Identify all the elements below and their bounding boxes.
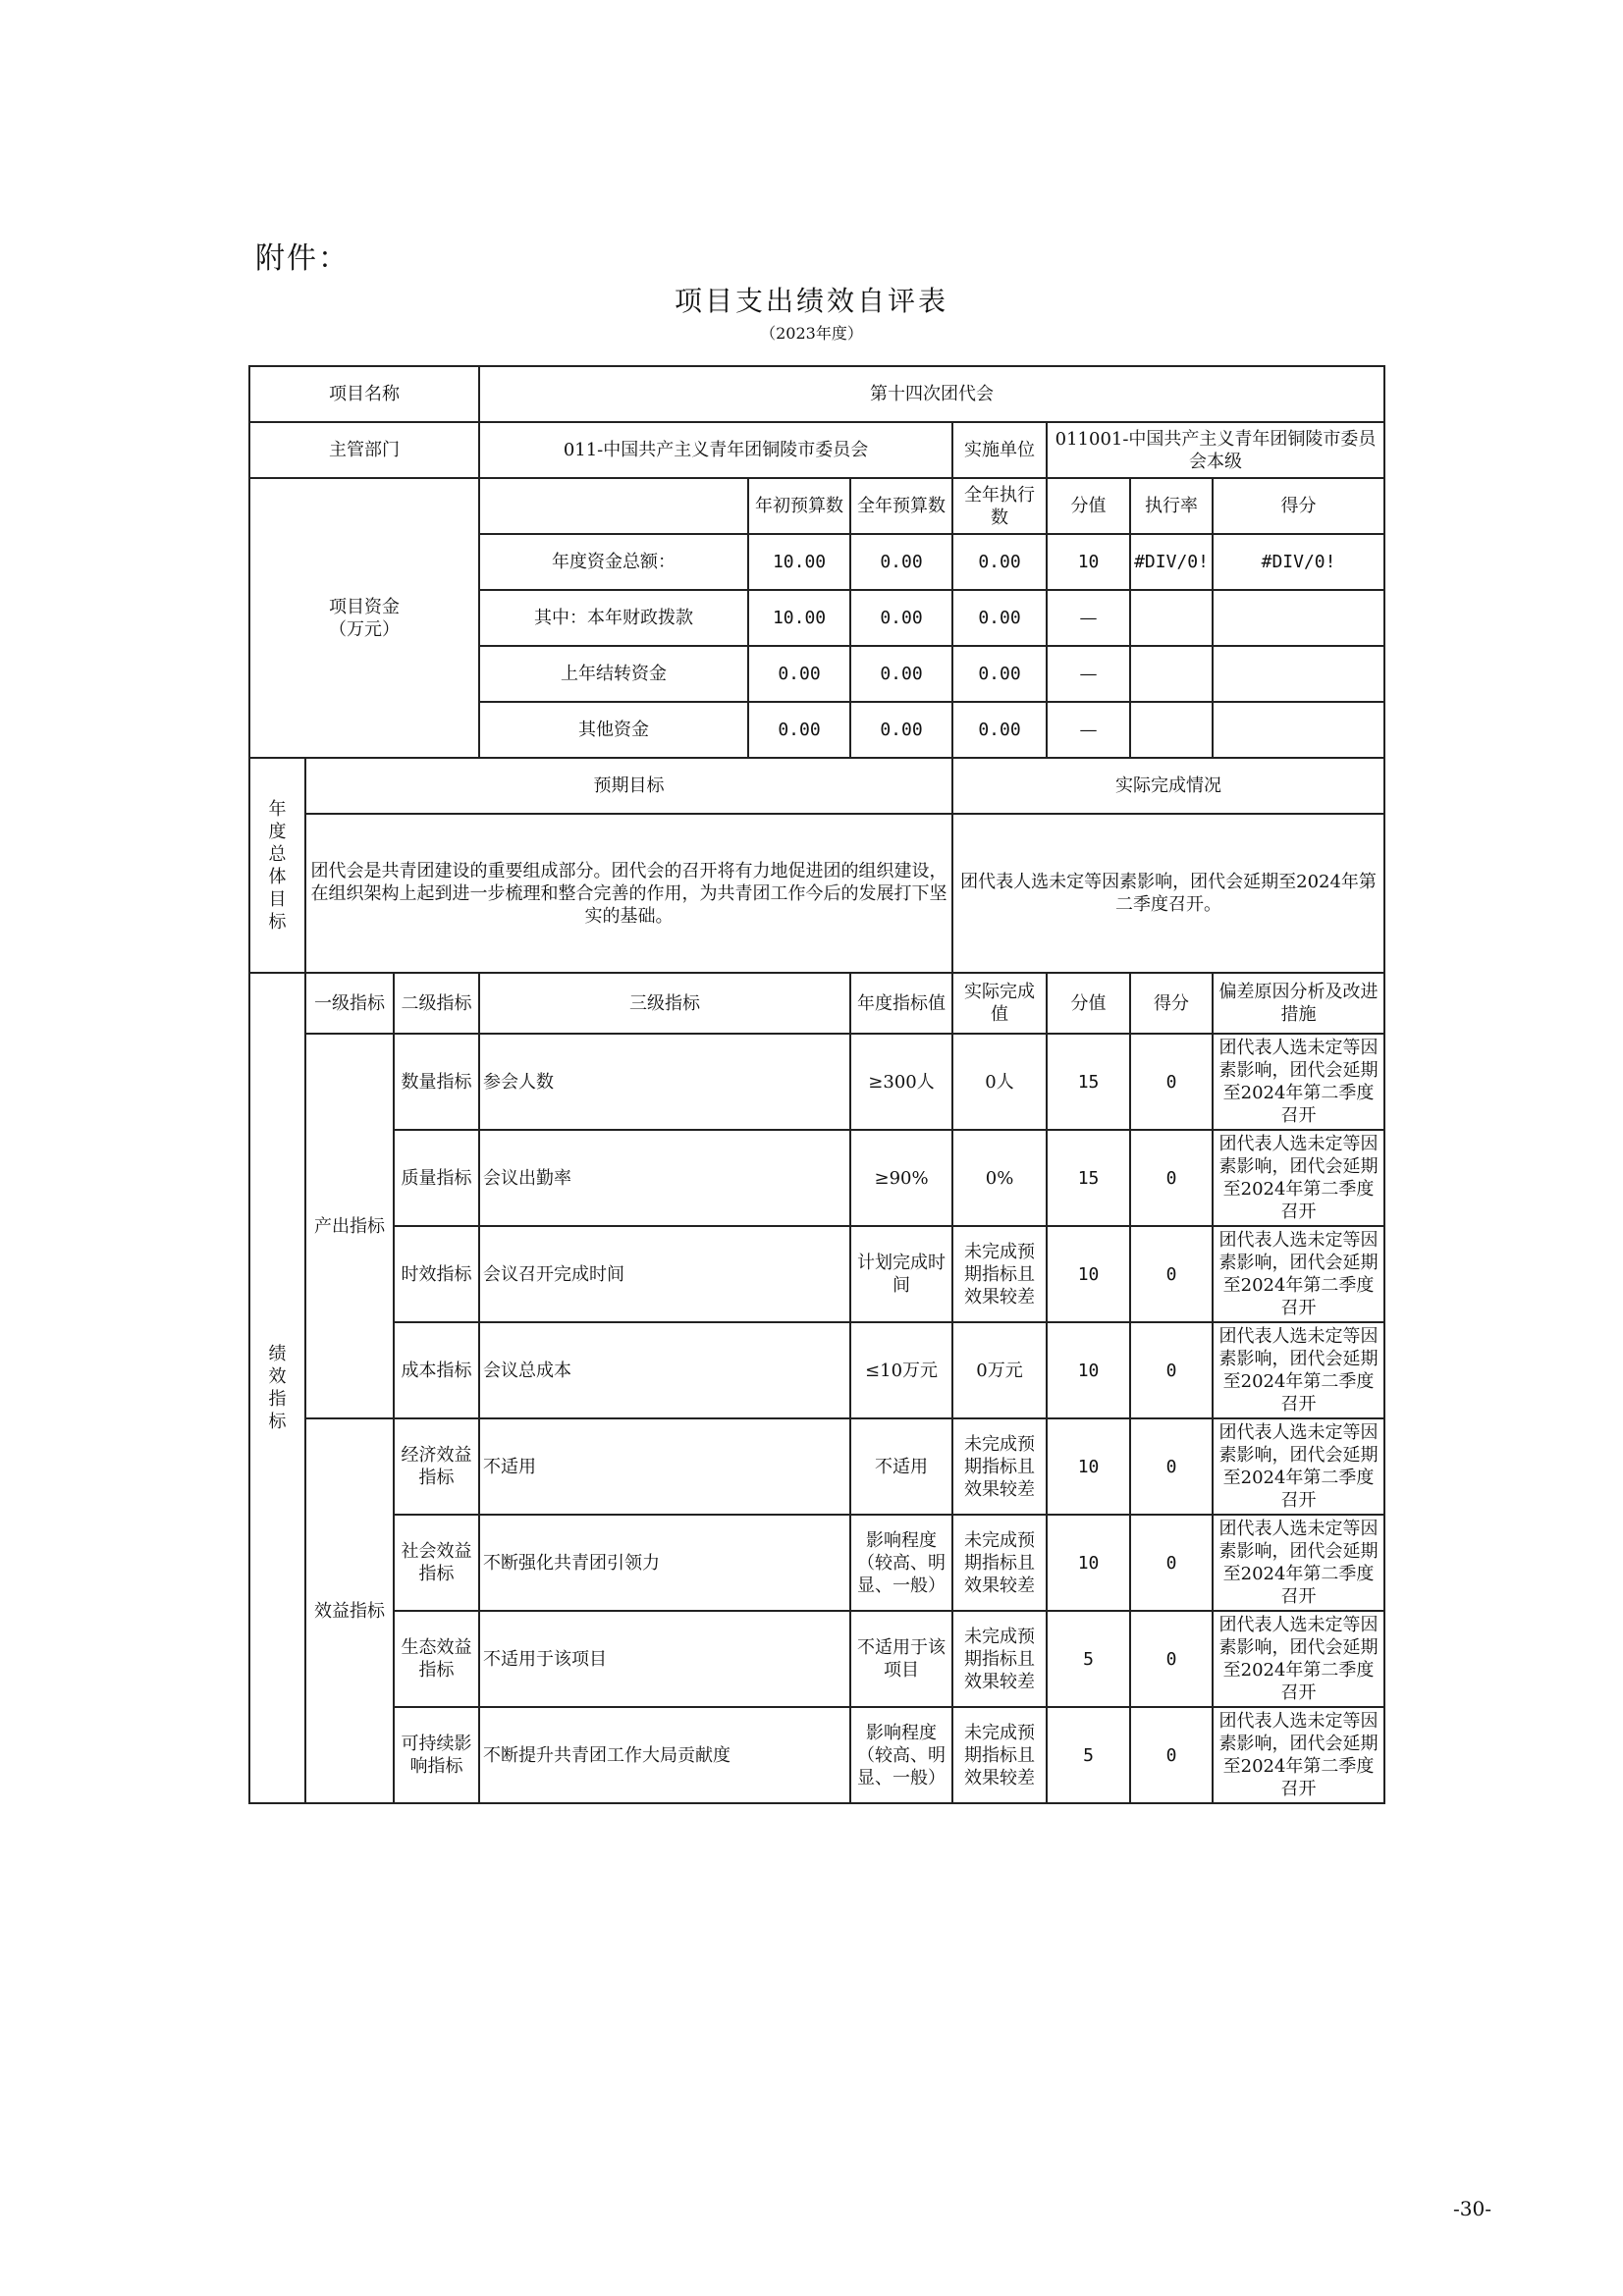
perf-actual: 未完成预期指标且效果较差 xyxy=(952,1418,1047,1515)
perf-score-value: 10 xyxy=(1047,1226,1130,1322)
funds-cell-score xyxy=(1213,702,1384,758)
funds-cell-rate xyxy=(1130,590,1213,646)
perf-level1: 效益指标 xyxy=(305,1418,394,1803)
perf-score: 0 xyxy=(1130,1130,1213,1226)
perf-deviation: 团代表人选未定等因素影响，团代会延期至2024年第二季度召开 xyxy=(1213,1130,1384,1226)
funds-cell-executed: 0.00 xyxy=(952,590,1047,646)
funds-row-label: 年度资金总额： xyxy=(479,534,748,590)
perf-level2: 质量指标 xyxy=(394,1130,479,1226)
funds-cell-rate: #DIV/0! xyxy=(1130,534,1213,590)
funds-cell-score xyxy=(1213,590,1384,646)
perf-level3: 不适用于该项目 xyxy=(479,1611,850,1707)
perf-level2: 时效指标 xyxy=(394,1226,479,1322)
project-name-value: 第十四次团代会 xyxy=(479,366,1384,422)
perf-header-deviation: 偏差原因分析及改进措施 xyxy=(1213,973,1384,1034)
perf-level2: 社会效益指标 xyxy=(394,1515,479,1611)
perf-actual: 0万元 xyxy=(952,1322,1047,1418)
perf-level3: 不断提升共青团工作大局贡献度 xyxy=(479,1707,850,1803)
goals-actual-header: 实际完成情况 xyxy=(952,758,1384,814)
funds-cell-score-value: 10 xyxy=(1047,534,1130,590)
perf-score: 0 xyxy=(1130,1707,1213,1803)
perf-target: ≥300人 xyxy=(850,1034,952,1130)
perf-level1: 产出指标 xyxy=(305,1034,394,1418)
funds-cell-score-value: — xyxy=(1047,702,1130,758)
funds-header-executed: 全年执行数 xyxy=(952,478,1047,534)
funds-cell-score-value: — xyxy=(1047,590,1130,646)
goals-expected-header: 预期目标 xyxy=(305,758,952,814)
perf-score-value: 15 xyxy=(1047,1130,1130,1226)
funds-header-annual: 全年预算数 xyxy=(850,478,952,534)
perf-header-level1: 一级指标 xyxy=(305,973,394,1034)
funds-row-label: 其他资金 xyxy=(479,702,748,758)
perf-deviation: 团代表人选未定等因素影响，团代会延期至2024年第二季度召开 xyxy=(1213,1611,1384,1707)
perf-level2: 生态效益指标 xyxy=(394,1611,479,1707)
goals-label xyxy=(249,758,305,973)
perf-header-target: 年度指标值 xyxy=(850,973,952,1034)
perf-target: 不适用 xyxy=(850,1418,952,1515)
funds-header-blank xyxy=(479,478,748,534)
perf-deviation: 团代表人选未定等因素影响，团代会延期至2024年第二季度召开 xyxy=(1213,1515,1384,1611)
funds-label: 项目资金 xyxy=(329,596,401,617)
funds-row-label: 上年结转资金 xyxy=(479,646,748,702)
perf-level3: 参会人数 xyxy=(479,1034,850,1130)
perf-actual: 未完成预期指标且效果较差 xyxy=(952,1707,1047,1803)
funds-unit: （万元） xyxy=(329,618,401,640)
perf-level2: 可持续影响指标 xyxy=(394,1707,479,1803)
perf-actual: 0% xyxy=(952,1130,1047,1226)
perf-score-value: 5 xyxy=(1047,1611,1130,1707)
funds-label-cell xyxy=(249,478,479,758)
perf-score: 0 xyxy=(1130,1515,1213,1611)
funds-cell-score-value: — xyxy=(1047,646,1130,702)
perf-score: 0 xyxy=(1130,1418,1213,1515)
funds-cell-initial: 0.00 xyxy=(748,646,850,702)
perf-score-value: 5 xyxy=(1047,1707,1130,1803)
perf-level2: 成本指标 xyxy=(394,1322,479,1418)
perf-score: 0 xyxy=(1130,1226,1213,1322)
perf-actual: 0人 xyxy=(952,1034,1047,1130)
funds-header-score: 得分 xyxy=(1213,478,1384,534)
funds-cell-executed: 0.00 xyxy=(952,702,1047,758)
funds-header-initial: 年初预算数 xyxy=(748,478,850,534)
perf-header-actual: 实际完成值 xyxy=(952,973,1047,1034)
perf-level3: 不断强化共青团引领力 xyxy=(479,1515,850,1611)
perf-score-value: 10 xyxy=(1047,1515,1130,1611)
perf-level2: 经济效益指标 xyxy=(394,1418,479,1515)
funds-cell-initial: 0.00 xyxy=(748,702,850,758)
perf-deviation: 团代表人选未定等因素影响，团代会延期至2024年第二季度召开 xyxy=(1213,1322,1384,1418)
perf-score-value: 15 xyxy=(1047,1034,1130,1130)
funds-cell-rate xyxy=(1130,646,1213,702)
perf-header-score-value: 分值 xyxy=(1047,973,1130,1034)
perf-level2: 数量指标 xyxy=(394,1034,479,1130)
unit-value: 011001-中国共产主义青年团铜陵市委员会本级 xyxy=(1047,422,1384,478)
perf-actual: 未完成预期指标且效果较差 xyxy=(952,1226,1047,1322)
funds-cell-annual: 0.00 xyxy=(850,646,952,702)
perf-actual: 未完成预期指标且效果较差 xyxy=(952,1611,1047,1707)
perf-score: 0 xyxy=(1130,1034,1213,1130)
dept-label: 主管部门 xyxy=(249,422,479,478)
funds-cell-executed: 0.00 xyxy=(952,534,1047,590)
evaluation-table xyxy=(248,365,1385,1804)
page-subtitle: （2023年度） xyxy=(760,324,863,343)
funds-cell-initial: 10.00 xyxy=(748,590,850,646)
perf-header-level2: 二级指标 xyxy=(394,973,479,1034)
dept-value: 011-中国共产主义青年团铜陵市委员会 xyxy=(479,422,952,478)
page-title: 项目支出绩效自评表 xyxy=(674,285,948,317)
unit-label: 实施单位 xyxy=(952,422,1047,478)
funds-header-rate: 执行率 xyxy=(1130,478,1213,534)
perf-target: 计划完成时间 xyxy=(850,1226,952,1322)
performance-label xyxy=(249,973,305,1803)
goals-expected-text: 团代会是共青团建设的重要组成部分。团代会的召开将有力地促进团的组织建设，在组织架构上起到进一步梳理和整合完善的作用，为共青团工作今后的发展打下坚实的基础。 xyxy=(305,814,952,973)
perf-target: ≤10万元 xyxy=(850,1322,952,1418)
perf-level3: 会议召开完成时间 xyxy=(479,1226,850,1322)
funds-cell-score xyxy=(1213,646,1384,702)
perf-level3: 会议出勤率 xyxy=(479,1130,850,1226)
perf-score: 0 xyxy=(1130,1611,1213,1707)
project-name-label: 项目名称 xyxy=(249,366,479,422)
perf-deviation: 团代表人选未定等因素影响，团代会延期至2024年第二季度召开 xyxy=(1213,1034,1384,1130)
perf-score: 0 xyxy=(1130,1322,1213,1418)
perf-score-value: 10 xyxy=(1047,1322,1130,1418)
perf-deviation: 团代表人选未定等因素影响，团代会延期至2024年第二季度召开 xyxy=(1213,1226,1384,1322)
funds-cell-annual: 0.00 xyxy=(850,702,952,758)
perf-level3: 不适用 xyxy=(479,1418,850,1515)
goals-label-text: 年度总体目标 xyxy=(268,798,287,933)
perf-score-value: 10 xyxy=(1047,1418,1130,1515)
perf-target: 影响程度（较高、明显、一般） xyxy=(850,1707,952,1803)
perf-deviation: 团代表人选未定等因素影响，团代会延期至2024年第二季度召开 xyxy=(1213,1707,1384,1803)
perf-target: 影响程度（较高、明显、一般） xyxy=(850,1515,952,1611)
perf-level3: 会议总成本 xyxy=(479,1322,850,1418)
attachment-label: 附件： xyxy=(255,241,350,276)
perf-deviation: 团代表人选未定等因素影响，团代会延期至2024年第二季度召开 xyxy=(1213,1418,1384,1515)
funds-cell-annual: 0.00 xyxy=(850,534,952,590)
funds-row-label: 其中：本年财政拨款 xyxy=(479,590,748,646)
performance-label-text: 绩效指标 xyxy=(268,1344,287,1432)
perf-target: 不适用于该项目 xyxy=(850,1611,952,1707)
perf-header-level3: 三级指标 xyxy=(479,973,850,1034)
perf-header-score: 得分 xyxy=(1130,973,1213,1034)
perf-target: ≥90% xyxy=(850,1130,952,1226)
funds-cell-annual: 0.00 xyxy=(850,590,952,646)
page-number: -30- xyxy=(1453,2197,1491,2220)
funds-header-score-value: 分值 xyxy=(1047,478,1130,534)
goals-actual-text: 团代表人选未定等因素影响，团代会延期至2024年第二季度召开。 xyxy=(952,814,1384,973)
funds-cell-executed: 0.00 xyxy=(952,646,1047,702)
funds-cell-rate xyxy=(1130,702,1213,758)
funds-cell-score: #DIV/0! xyxy=(1213,534,1384,590)
funds-cell-initial: 10.00 xyxy=(748,534,850,590)
perf-actual: 未完成预期指标且效果较差 xyxy=(952,1515,1047,1611)
